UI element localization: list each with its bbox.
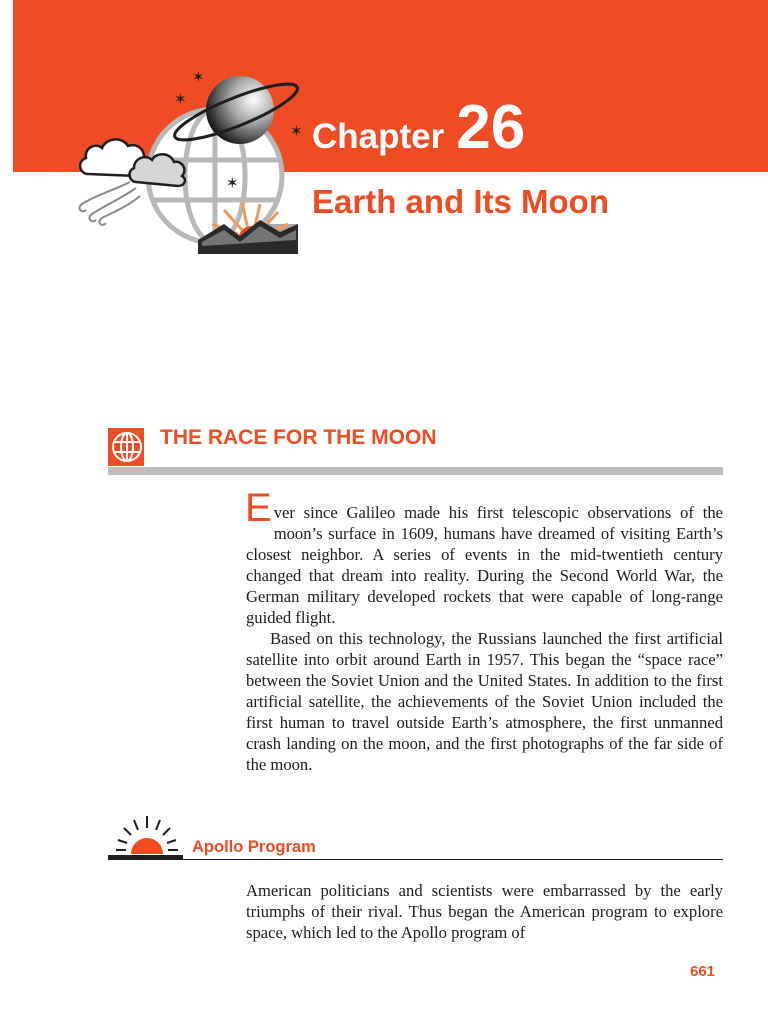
sunrise-icon (112, 812, 182, 858)
svg-text:✶: ✶ (226, 174, 239, 192)
chapter-subtitle: Earth and Its Moon (312, 183, 609, 220)
chapter-illustration (74, 64, 304, 259)
chapter-number: 26 (456, 93, 526, 162)
paragraph: American politicians and scientists were embarrassed by the early triumphs of their rival. Thus began the American program to explore space, which led to the Apollo program of (246, 881, 723, 942)
globe-icon (108, 428, 144, 466)
page-number: 661 (690, 963, 716, 980)
paragraph-text: ver since Galileo made his first telescopic observations of the moon’s surface in 1609, humans have dreamed of visiting Earth’s closest neighbor. A series of events in the mid-twentieth century changed that dream into reality. During the Second World War, the German military developed rockets that were capable of long-range guided flight. (246, 503, 723, 627)
paragraph (245, 486, 723, 628)
svg-text:✶: ✶ (174, 90, 187, 108)
subsection-title: Apollo Program (192, 838, 316, 856)
chapter-heading (312, 92, 525, 162)
subsection-header (108, 812, 723, 864)
subsection-text (246, 880, 723, 943)
section-title: THE RACE FOR THE MOON (160, 426, 437, 449)
wind-icon (79, 182, 140, 225)
chapter-word: Chapter (312, 117, 445, 156)
subsection-rule (108, 859, 723, 860)
svg-text:✶: ✶ (290, 122, 303, 140)
drop-cap: E (245, 486, 272, 530)
paragraph: Based on this technology, the Russians launched the first artificial satellite into orbit around Earth in 1957. This began the “space race” between the Soviet Union and the United States. In addition to the first artificial satellite, the achievements of the Soviet Union included the first human to travel outside Earth’s atmosphere, the first unmanned crash landing on the moon, and the first photographs of the far side of the moon. (246, 629, 723, 774)
svg-text:✶: ✶ (192, 68, 205, 86)
section-rule (108, 467, 723, 475)
intro-text (245, 486, 723, 775)
